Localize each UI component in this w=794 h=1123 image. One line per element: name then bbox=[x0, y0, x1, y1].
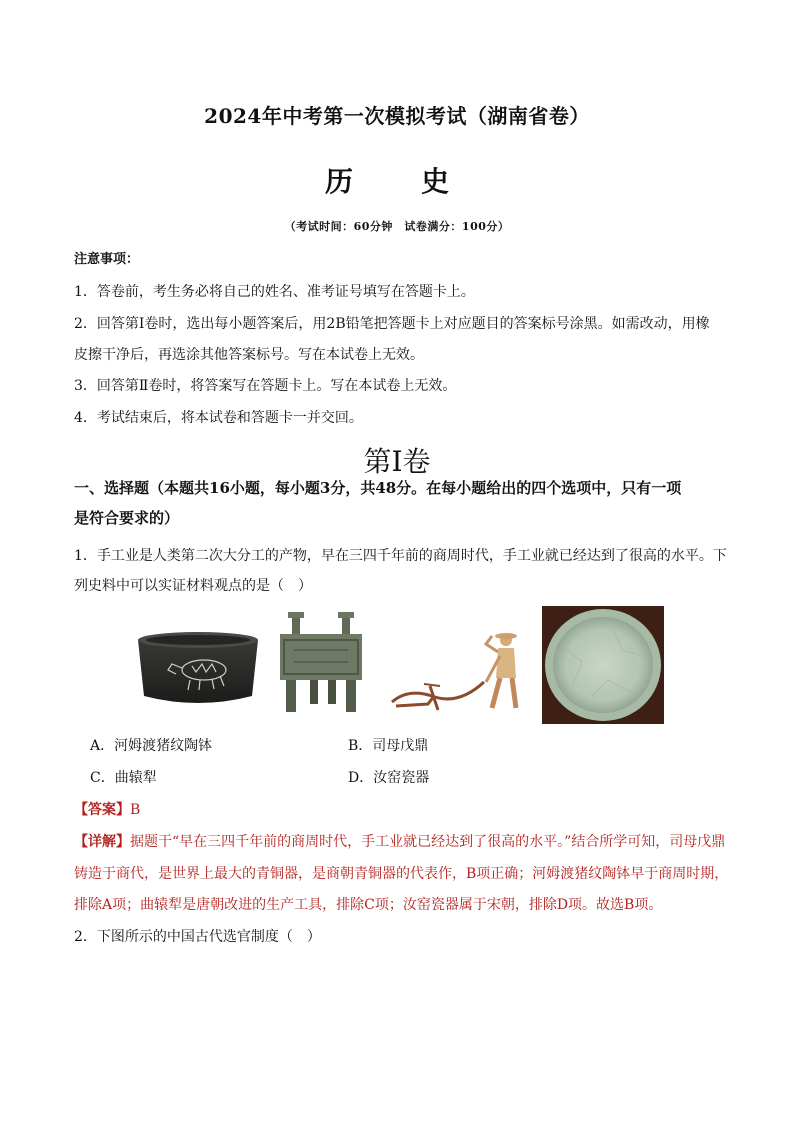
q1-detail-line3: 排除A项；曲辕犁是唐朝改进的生产工具，排除C项；汝窑瓷器属于宋朝，排除D项。故选B项。 bbox=[74, 897, 663, 913]
notes-heading: 注意事项： bbox=[74, 252, 140, 267]
image-ru-ware-dish bbox=[542, 606, 664, 724]
q1-option-a: A．河姆渡猪纹陶钵 bbox=[90, 738, 213, 754]
subject-title: 历 史 bbox=[324, 165, 469, 198]
q2-stem-line1: 2．下图所示的中国古代选官制度（ ） bbox=[74, 929, 321, 945]
note-item-1: 1．答卷前，考生务必将自己的姓名、准考证号填写在答题卡上。 bbox=[74, 284, 475, 300]
image-bronze-ding bbox=[272, 610, 370, 716]
q1-stem-line1: 1．手工业是人类第二次大分工的产物，早在三四千年前的商周时代，手工业就已经达到了很高的水平。下 bbox=[74, 548, 727, 564]
part-heading-line1: 一、选择题（本题共16小题，每小题3分，共48分。在每小题给出的四个选项中，只有一项 bbox=[74, 479, 682, 497]
image-curved-plough bbox=[388, 626, 528, 716]
note-item-2-cont: 皮擦干净后，再选涂其他答案标号。写在本试卷上无效。 bbox=[74, 347, 424, 363]
answer-value: B bbox=[130, 802, 141, 818]
q1-detail-line1 bbox=[74, 832, 724, 852]
note-item-3: 3．回答第Ⅱ卷时，将答案写在答题卡上。写在本试卷上无效。 bbox=[74, 378, 457, 394]
q1-stem-line2: 列史料中可以实证材料观点的是（ ） bbox=[74, 578, 312, 594]
q1-detail-line2: 铸造于商代，是世界上最大的青铜器，是商朝青铜器的代表作，B项正确；河姆渡猪纹陶钵早于商周时期， bbox=[74, 866, 729, 882]
note-item-2: 2．回答第Ⅰ卷时，选出每小题答案后，用2B铅笔把答题卡上对应题目的答案标号涂黑。如需改动，用橡 bbox=[74, 316, 710, 332]
note-item-4: 4．考试结束后，将本试卷和答题卡一并交回。 bbox=[74, 410, 363, 426]
q1-answer bbox=[74, 800, 724, 820]
exam-title: 2024年中考第一次模拟考试（湖南省卷） bbox=[204, 104, 590, 128]
q1-option-c: C．曲辕犁 bbox=[90, 770, 157, 786]
detail-label: 【详解】 bbox=[74, 834, 130, 850]
section-title: 第Ⅰ卷 bbox=[363, 445, 431, 478]
exam-info: （考试时间：60分钟 试卷满分：100分） bbox=[284, 220, 510, 233]
q1-option-b: B．司母戊鼎 bbox=[348, 738, 429, 754]
image-pottery-pig-bowl bbox=[132, 626, 264, 710]
detail-text-1: 据题干“早在三四千年前的商周时代，手工业就已经达到了很高的水平。”结合所学可知，司母戊鼎 bbox=[130, 834, 726, 850]
part-heading-line2: 是符合要求的） bbox=[74, 509, 180, 527]
answer-label: 【答案】 bbox=[74, 802, 130, 818]
q1-option-d: D．汝窑瓷器 bbox=[348, 770, 430, 786]
